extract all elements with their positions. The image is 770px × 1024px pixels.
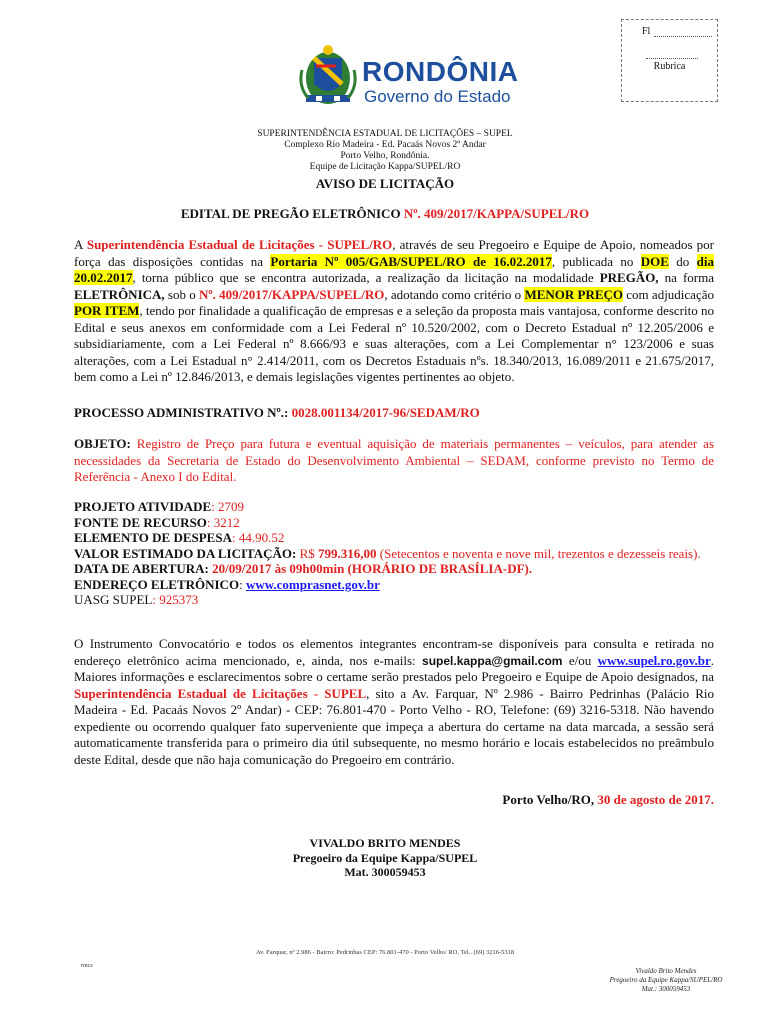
edital-number: Nº. 409/2017/KAPPA/SUPEL/RO bbox=[403, 206, 590, 221]
email-address: supel.kappa@gmail.com bbox=[422, 653, 563, 668]
rubrica-label: Rubrica bbox=[653, 61, 686, 72]
signer-mat: Mat. 300059453 bbox=[344, 865, 426, 879]
uasg-value: : 925373 bbox=[152, 592, 199, 607]
doe-highlight: DOE bbox=[640, 253, 669, 269]
uasg-line bbox=[74, 592, 714, 608]
valor-line bbox=[74, 546, 714, 562]
footer-sig-mat: Mat.: 300059453 bbox=[641, 985, 691, 993]
data-value: 20/09/2017 às 09h00min (HORÁRIO DE BRASÍLIA-DF). bbox=[208, 561, 533, 576]
supel-site-link[interactable]: www.supel.ro.gov.br bbox=[597, 652, 711, 668]
p1-text: , tendo por finalidade a qualificação de empresas e a seleção da proposta mais vantajosa, conforme descrito no Edital e seus anexos em conformidade com a Lei Federal nº 10.520/2002, com o Decreto Estadual nº 12.205/2006 e subsidiariamente, com a Lei Federal nº 8.666/93 e suas alterações, com a Lei Complementar n° 123/2006 e suas alterações, com a Lei Estadual n° 2.414/2011, com os Decretos Estaduais nºs. 18.340/2013, 16.089/2011 e 21.675/2017, bem como a Lei nº 12.846/2013, e demais legislações vigentes pertinentes ao objeto. bbox=[74, 303, 714, 384]
data-label: DATA DE ABERTURA bbox=[74, 561, 205, 576]
local-date: 30 de agosto de 2017. bbox=[597, 792, 714, 807]
p1-text: , publicada no bbox=[551, 253, 641, 269]
valor-currency: R$ bbox=[296, 545, 319, 561]
dados-block bbox=[74, 499, 714, 608]
edital-title bbox=[0, 206, 770, 222]
valor-colon: : bbox=[292, 545, 297, 561]
elemento-value: : 44.90.52 bbox=[231, 530, 285, 545]
supel-name: Superintendência Estadual de Licitações - SUPEL/RO bbox=[86, 237, 393, 252]
local-data bbox=[502, 792, 714, 808]
signature-block bbox=[0, 836, 770, 880]
header-line-1: SUPERINTENDÊNCIA ESTADUAL DE LICITAÇÕES – SUPEL bbox=[257, 129, 513, 139]
header-line-2: Complexo Rio Madeira - Ed. Pacaás Novos 2º Andar bbox=[284, 140, 486, 150]
endereco-colon: : bbox=[239, 576, 246, 592]
logo-title: RONDÔNIA bbox=[362, 56, 519, 87]
elemento-line bbox=[74, 530, 714, 546]
rubrica-line bbox=[646, 58, 698, 59]
p1-text: , adotando como critério o bbox=[384, 286, 525, 302]
endereco-label: ENDEREÇO ELETRÔNICO bbox=[74, 576, 240, 592]
intro-paragraph bbox=[74, 237, 714, 386]
processo-label: PROCESSO ADMINISTRATIVO Nº.: bbox=[74, 405, 292, 420]
projeto-label: PROJETO ATIVIDADE bbox=[74, 499, 212, 514]
instr-text: , sito a Av. Farquar, Nº 2.986 - Bairro Pedrinhas (Palácio Rio Madeira - Ed. Pacaás Novos 2º Andar) - CEP: 76.801-470 - Porto Velho - RO, Telefone: (69) 3216-5318. Não havendo expediente ou ocorrendo qualquer fato superveniente que impeça a abertura do certame na data marcada, a sessão será automaticamente transferida para o primeiro dia útil subsequente, no mesmo horário e locais estabelecidos no preâmbulo deste Edital, desde que não haja comunicação do Pregoeiro em contrário. bbox=[74, 685, 714, 767]
por-item-highlight: POR ITEM bbox=[74, 303, 140, 318]
institution-header bbox=[0, 129, 770, 173]
supel-name: Superintendência Estadual de Licitações - SUPEL bbox=[74, 685, 367, 701]
valor-amount: 799.316,00 bbox=[318, 545, 377, 561]
footer-initials: rmcs bbox=[81, 963, 93, 969]
menor-preco-highlight: MENOR PREÇO bbox=[524, 286, 624, 302]
p1-text: do bbox=[668, 253, 697, 269]
instr-text: O Instrumento Convocatório e todos os elementos integrantes encontram-se disponíveis para consulta e retirada no endereço eletrônico acima mencionado, e, ainda, nos e-mails: bbox=[74, 636, 714, 668]
processo-value: 0028.001134/2017-96/SEDAM/RO bbox=[291, 405, 480, 420]
logo-subtitle: Governo do Estado bbox=[364, 87, 511, 106]
footer-signature bbox=[566, 967, 766, 994]
objeto-label: OBJETO: bbox=[74, 436, 131, 451]
footer-sig-name: Vivaldo Brito Mendes bbox=[635, 967, 697, 975]
uasg-label: UASG SUPEL bbox=[74, 592, 153, 607]
portaria-highlight: Portaria Nº 005/GAB/SUPEL/RO de 16.02.2017 bbox=[270, 253, 552, 269]
objeto-paragraph bbox=[74, 436, 714, 486]
objeto-value: Registro de Preço para futura e eventual aquisição de materiais permanentes – veículos, para atender as necessidades da Secretaria de Estado do Desenvolvimento Ambiental – SEDAM, conforme previsto no Termo de Referência - Anexo I do Edital. bbox=[74, 436, 714, 484]
p1-text: , torna público que se encontra autorizada, a realização da licitação na modalidade bbox=[132, 270, 600, 285]
projeto-line bbox=[74, 499, 714, 515]
folha-label: Fl bbox=[642, 26, 651, 37]
p1-text: com adjudicação bbox=[623, 286, 714, 302]
instrumento-paragraph bbox=[74, 636, 714, 768]
p1-text: sob o bbox=[164, 286, 199, 302]
footer-address: Av. Farquar, nº 2.986 - Bairro: Pedrinhas CEP: 76.801-470 - Porto Velho/ RO, Tel.. (69) 3216-5318 bbox=[255, 949, 515, 956]
elemento-label: ELEMENTO DE DESPESA bbox=[74, 530, 232, 545]
p1-text: A bbox=[74, 237, 87, 252]
valor-label: VALOR ESTIMADO DA LICITAÇÃO bbox=[74, 545, 293, 561]
rondonia-coat-of-arms-icon bbox=[292, 40, 362, 110]
numero-text: Nº. 409/2017/KAPPA/SUPEL/RO bbox=[199, 286, 385, 302]
pregao-text: PREGÃO, bbox=[599, 270, 659, 285]
eletronica-text: ELETRÔNICA, bbox=[74, 286, 165, 302]
instr-text: . Maiores informações e esclarecimentos sobre o certame serão prestados pelo Pregoeiro e Equipe de Apoio designados, na bbox=[74, 652, 714, 684]
data-colon: : bbox=[204, 561, 209, 576]
endereco-line bbox=[74, 577, 714, 593]
data-abertura-line bbox=[74, 561, 714, 577]
aviso-title: AVISO DE LICITAÇÃO bbox=[315, 176, 455, 191]
edital-prefix: EDITAL DE PREGÃO ELETRÔNICO bbox=[180, 206, 404, 221]
valor-extenso: (Setecentos e noventa e nove mil, trezentos e dezesseis reais). bbox=[376, 545, 701, 561]
projeto-value: : 2709 bbox=[211, 499, 245, 514]
p1-text: na forma bbox=[658, 270, 715, 285]
fonte-value: : 3212 bbox=[206, 514, 240, 530]
fonte-label: FONTE DE RECURSO bbox=[74, 514, 207, 530]
p1-text: , através de seu Pregoeiro e Equipe de Apoio, nomeados por força das disposições contidas na bbox=[74, 237, 715, 269]
folha-line bbox=[654, 36, 712, 37]
signer-name: VIVALDO BRITO MENDES bbox=[309, 836, 461, 850]
folha-rubrica-stamp bbox=[621, 19, 718, 102]
dia-highlight: dia 20.02.2017 bbox=[74, 253, 714, 285]
comprasnet-link[interactable]: www.comprasnet.gov.br bbox=[245, 576, 380, 592]
signer-role: Pregoeiro da Equipe Kappa/SUPEL bbox=[292, 850, 478, 865]
fonte-line bbox=[74, 515, 714, 531]
local-city: Porto Velho/RO, bbox=[502, 792, 598, 807]
instr-text: e/ou bbox=[562, 652, 598, 668]
header-line-3: Porto Velho, Rondônia. bbox=[340, 151, 430, 161]
footer-sig-role: Pregoeiro da Equipe Kappa/SUPEL/RO bbox=[609, 976, 723, 984]
header-line-4: Equipe de Licitação Kappa/SUPEL/RO bbox=[309, 162, 461, 172]
processo-line bbox=[74, 405, 714, 422]
